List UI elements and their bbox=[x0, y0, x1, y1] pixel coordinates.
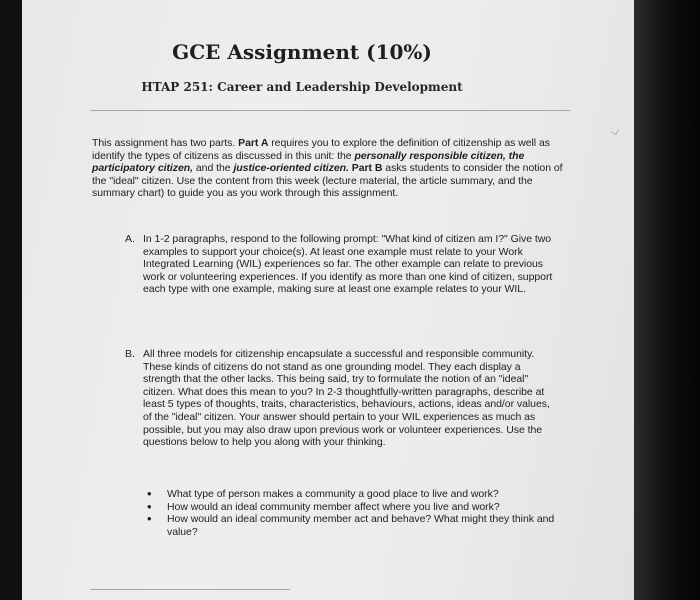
footer-divider bbox=[90, 589, 290, 590]
course-title: HTAP 251: Career and Leadership Development bbox=[141, 80, 463, 94]
intro-text: This assignment has two parts. bbox=[92, 137, 239, 149]
question-list bbox=[147, 488, 557, 538]
section-b-text: All three models for citizenship encapsulate a successful and responsible community. These kinds of citizens do not stand as one grounding model. They each display a strength that the other lacks. This being said, try to formulate the notion of an "ideal" citizen. What does this mean to you? In 2-3 thoughtfully-written paragraphs, describe at least 5 types of thoughts, traits, characteristics, behaviours, actions, ideas and/or values, of the "ideal" citizen. Your answer should pertain to your WIL experiences as much as possible, but you may also draw upon previous work or volunteer experiences. Use the questions below to help you along with your thinking. bbox=[143, 348, 550, 449]
section-b-letter: B. bbox=[125, 348, 135, 360]
page-title: GCE Assignment (10%) bbox=[172, 40, 432, 64]
section-a-text: In 1-2 paragraphs, respond to the following prompt: "What kind of citizen am I?" Give two examples to support your choice(s). At least one example must relate to your Work Integrated Learning (WIL) experiences so far. The other example can relate to previous work or volunteering experiences. If you identify as more than one kind of citizen, support each type with one example, making sure at least one example relates to your WIL. bbox=[143, 233, 553, 296]
list-item: • How would an ideal community member act and behave? What might they think and value? bbox=[147, 513, 557, 538]
pen-mark bbox=[611, 127, 619, 135]
part-a-label: Part A bbox=[238, 137, 269, 149]
header-divider bbox=[90, 110, 570, 111]
list-item: • What type of person makes a community a good place to live and work? bbox=[147, 488, 557, 501]
assignment-page bbox=[22, 0, 634, 600]
intro-paragraph bbox=[92, 137, 572, 200]
citizen-types: personally responsible citizen, the participatory citizen, bbox=[92, 149, 525, 175]
intro-text: and the bbox=[193, 162, 234, 175]
justice-citizen: justice-oriented citizen. bbox=[233, 162, 349, 175]
intro-text: requires you to explore the definition of citizenship as well as identify the types of citizens as discussed in this unit: the bbox=[92, 137, 550, 162]
section-a bbox=[125, 233, 565, 296]
background-shadow bbox=[634, 0, 700, 600]
section-a-letter: A. bbox=[125, 233, 135, 245]
part-b-label: Part B bbox=[351, 162, 383, 175]
intro-text: asks students to consider the notion of the "ideal" citizen. Use the content from this week (lecture material, the article summary, and the summary chart) to guide you as you work through this assignment. bbox=[92, 162, 563, 200]
list-item: • How would an ideal community member affect where you live and work? bbox=[147, 501, 557, 514]
section-b bbox=[125, 348, 557, 449]
